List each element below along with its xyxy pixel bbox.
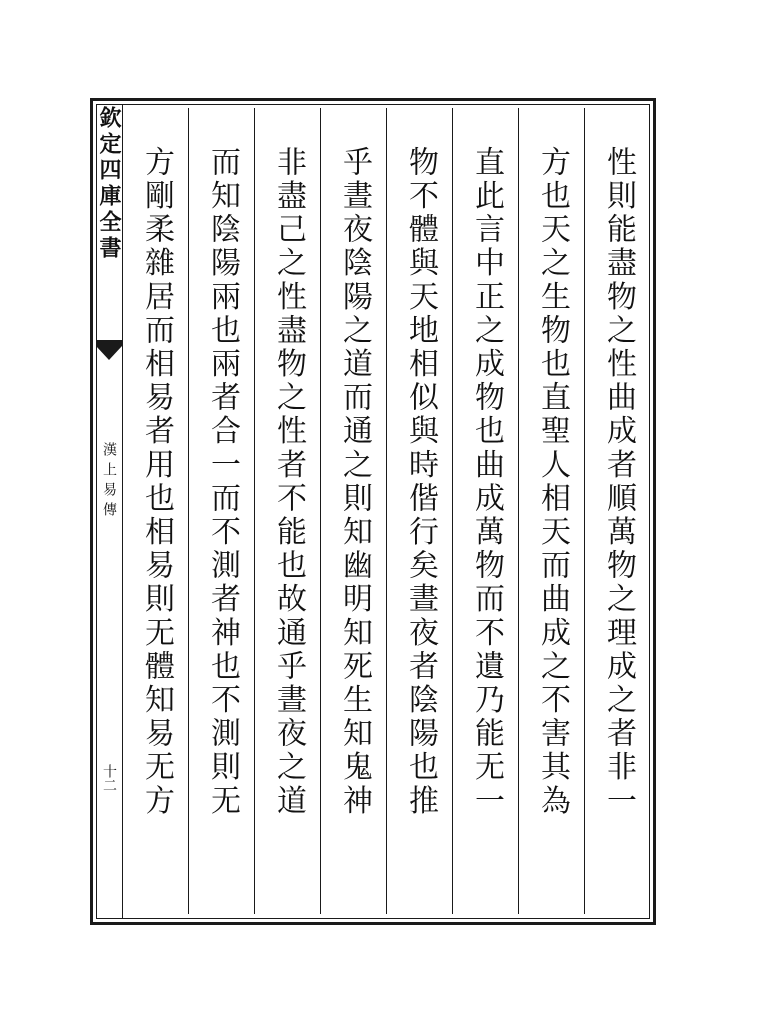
column-text: 非盡己之性盡物之性者不能也故通乎晝夜之道 [271, 146, 306, 818]
text-column-7 [188, 108, 254, 914]
column-text: 物不體與天地相似與時偕行矣晝夜者陰陽也推 [403, 146, 438, 818]
text-column-2 [518, 108, 584, 914]
text-column-1 [584, 108, 650, 914]
book-section-title: 漢上易傳 [101, 442, 117, 522]
column-text: 方也天之生物也直聖人相天而曲成之不害其為 [535, 146, 570, 818]
text-column-5 [320, 108, 386, 914]
text-column-8 [122, 108, 188, 914]
text-column-4 [386, 108, 452, 914]
fishtail-mark-icon [96, 340, 122, 362]
collection-title: 欽定四庫全書 [96, 106, 122, 262]
column-text: 性則能盡物之性曲成者順萬物之理成之者非一 [601, 146, 636, 818]
column-text: 而知陰陽兩也兩者合一而不測者神也不測則无 [205, 146, 240, 818]
book-margin [96, 104, 123, 919]
column-text: 直此言中正之成物也曲成萬物而不遺乃能无一 [469, 146, 504, 818]
column-text: 乎晝夜陰陽之道而通之則知幽明知死生知鬼神 [337, 146, 372, 818]
column-text: 方剛柔雜居而相易者用也相易則无體知易无方 [139, 146, 174, 818]
text-column-3 [452, 108, 518, 914]
text-column-6 [254, 108, 320, 914]
page-number: 十二 [101, 764, 117, 792]
